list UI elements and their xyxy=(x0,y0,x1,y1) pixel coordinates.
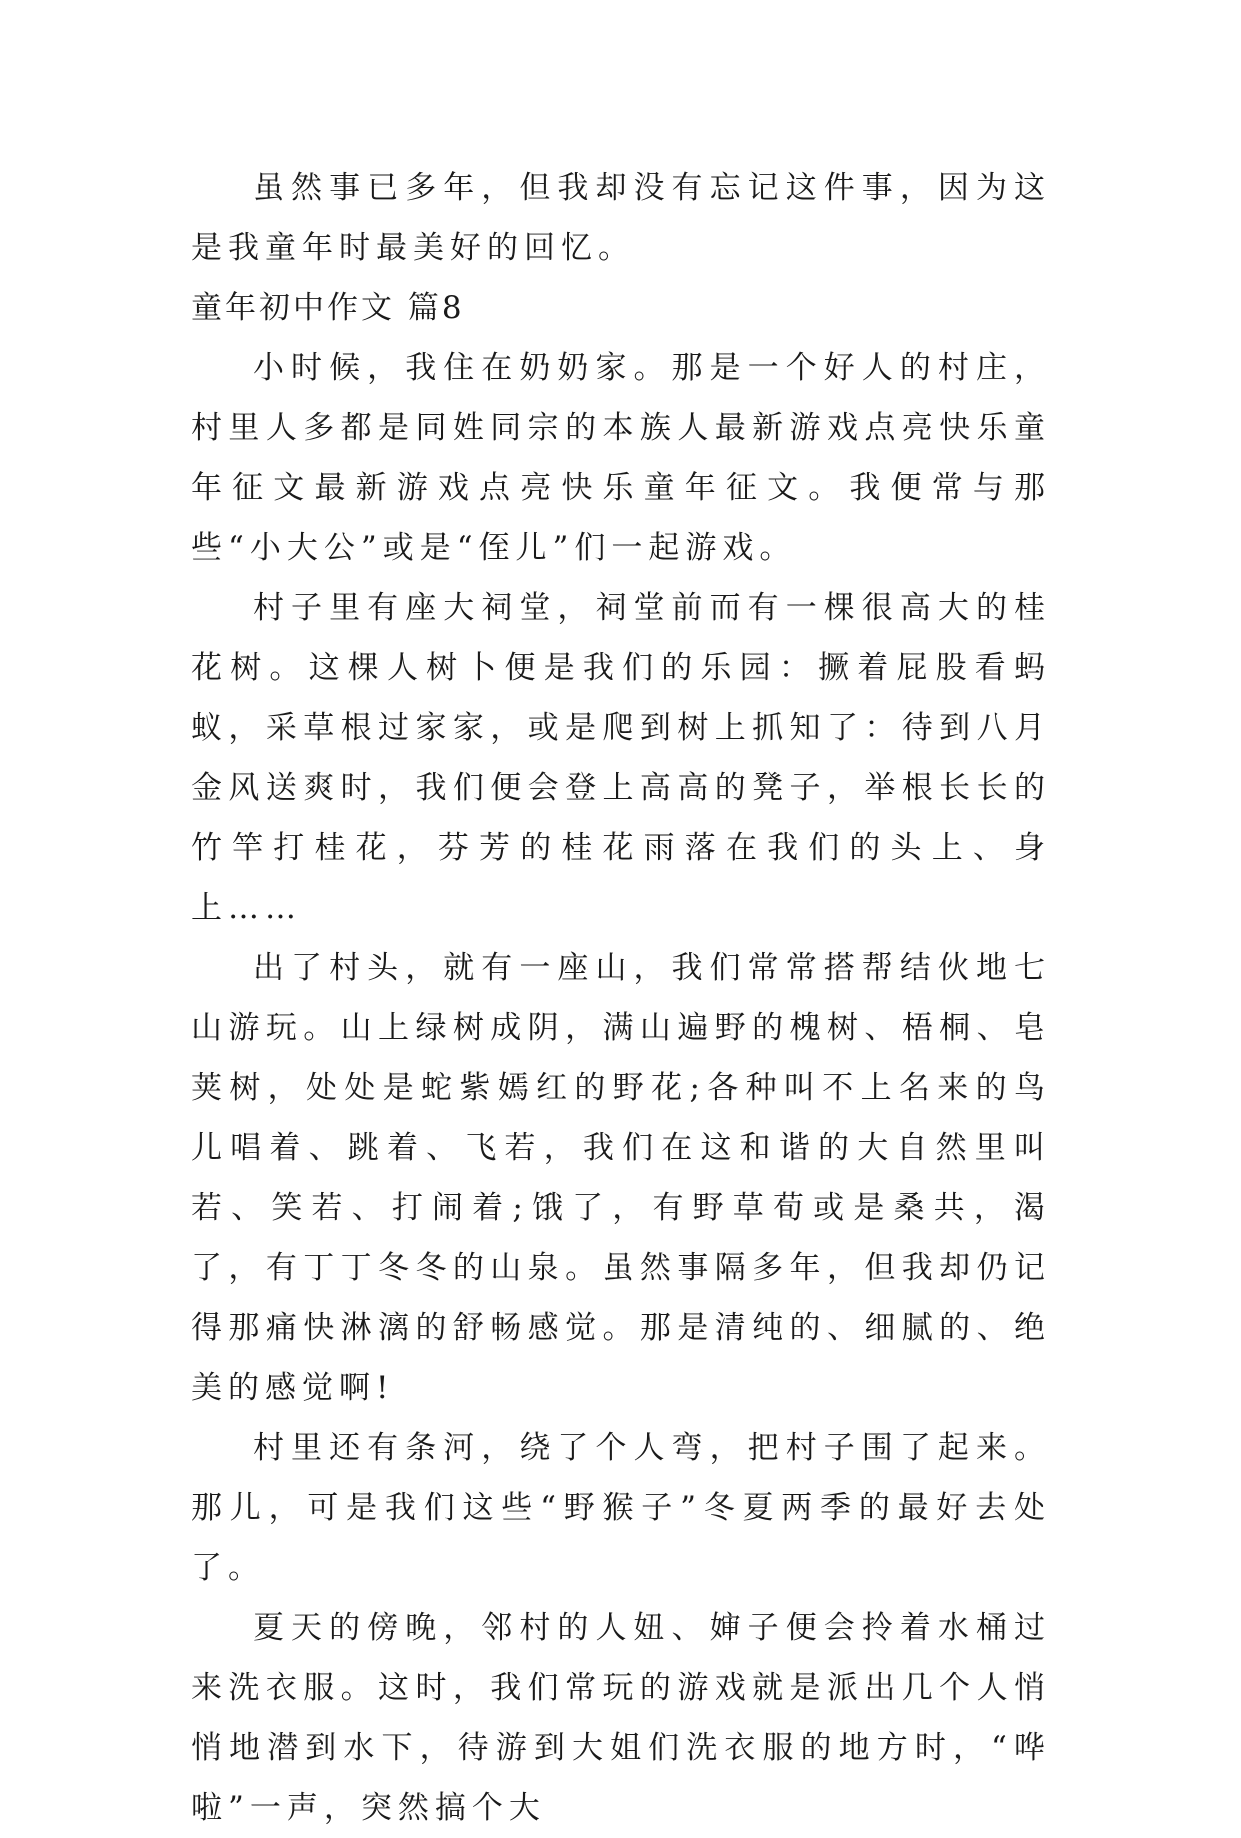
paragraph: 村里还有条河，绕了个人弯，把村子围了起来。那儿，可是我们这些“野猴子”冬夏两季的最好去处了。 xyxy=(191,1430,1051,1586)
paragraph: 虽然事已多年，但我却没有忘记这件事，因为这是我童年时最美好的回忆。 xyxy=(191,170,1051,266)
paragraph: 出了村头，就有一座山，我们常常搭帮结伙地七山游玩。山上绿树成阴，满山遍野的槐树、梧桐、皂荚树，处处是蛇紫嫣红的野花;各种叫不上名来的鸟儿唱着、跳着、飞若，我们在这和谐的大自然里叫若、笑若、打闹着;饿了，有野草荀或是桑共，渴了，有丁丁冬冬的山泉。虽然事隔多年，但我却仍记得那痛快淋漓的舒畅感觉。那是清纯的、细腻的、绝美的感觉啊! xyxy=(191,950,1051,1406)
section-heading: 童年初中作文 篇8 xyxy=(191,290,465,326)
paragraph: 小时候，我住在奶奶家。那是一个好人的村庄，村里人多都是同姓同宗的本族人最新游戏点亮快乐童年征文最新游戏点亮快乐童年征文。我便常与那些“小大公”或是“侄儿”们一起游戏。 xyxy=(191,350,1051,566)
document-page xyxy=(191,158,1051,1838)
paragraph: 夏天的傍晚，邻村的人妞、婶子便会拎着水桶过来洗衣服。这时，我们常玩的游戏就是派出几个人悄悄地潜到水下，待游到大姐们洗衣服的地方时，“哗啦”一声，突然搞个大 xyxy=(191,1610,1051,1826)
paragraph: 村子里有座大祠堂，祠堂前而有一棵很高大的桂花树。这棵人树卜便是我们的乐园：撅着屁股看蚂蚁，采草根过家家，或是爬到树上抓知了：待到八月金风送爽时，我们便会登上高高的凳子，举根长长的竹竿打桂花，芬芳的桂花雨落在我们的头上、身上…… xyxy=(191,590,1051,926)
